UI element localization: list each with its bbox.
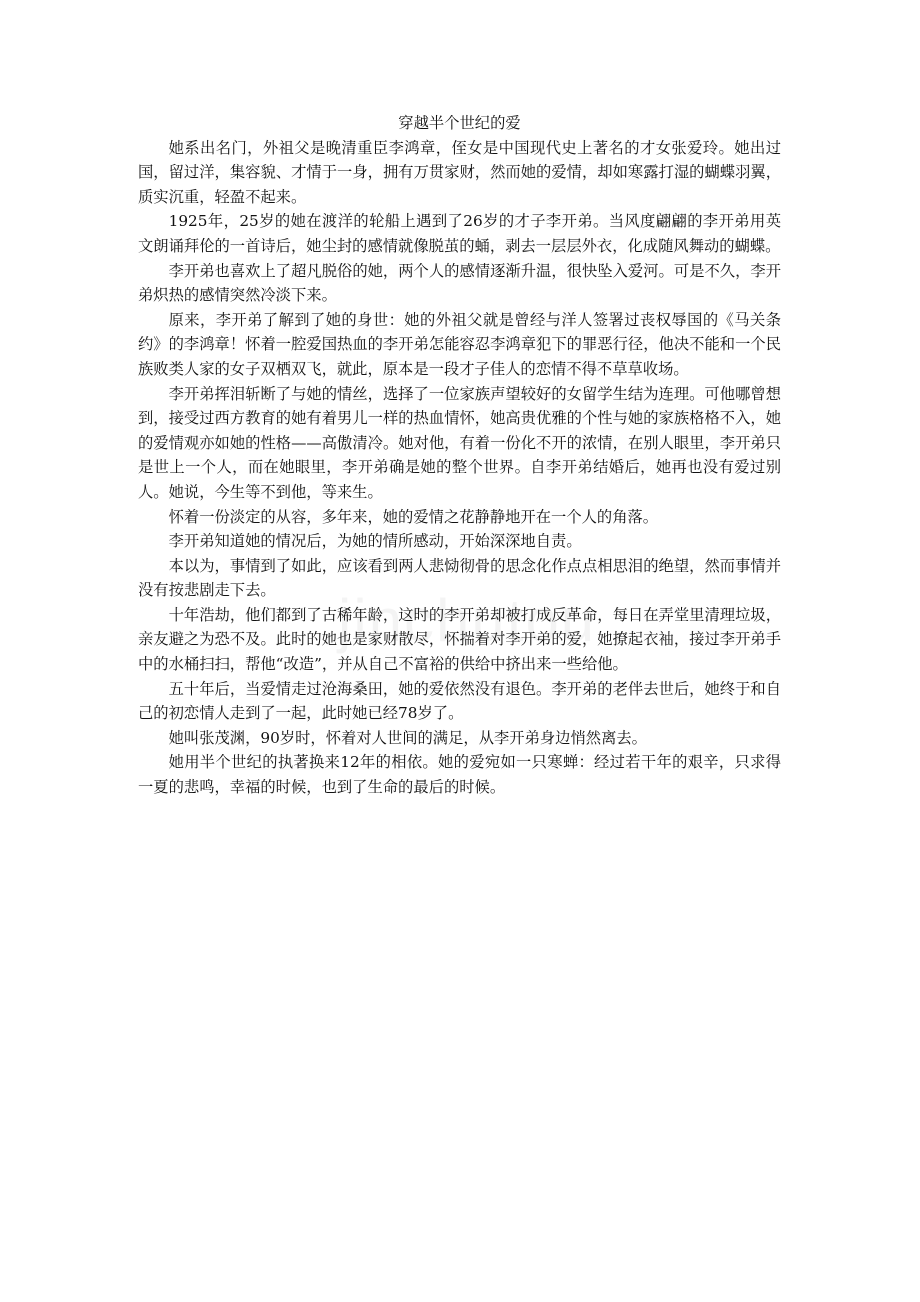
paragraph-6: 怀着一份淡定的从容，多年来，她的爱情之花静静地开在一个人的角落。 <box>168 507 659 526</box>
paragraph-1: 她系出名门，外祖父是晚清重臣李鸿章，侄女是中国现代史上著名的才女张爱玲。她出过国，留过洋，集容貌、才情于一身，拥有万贯家财，然而她的爱情，却如寒露打湿的蝴蝶羽翼，质实沉重，轻盈不起来。 <box>138 138 781 206</box>
paragraph-12: 她用半个世纪的执著换来12年的相依。她的爱宛如一只寒蝉：经过若干年的艰辛，只求得一夏的悲鸣，幸福的时候，也到了生命的最后的时候。 <box>138 753 781 797</box>
paragraph-4: 原来，李开弟了解到了她的身世：她的外祖父就是曾经与洋人签署过丧权辱国的《马关条约》的李鸿章！怀着一腔爱国热血的李开弟怎能容忍李鸿章犯下的罪恶行径，他决不能和一个民族败类人家的女子双栖双飞，就此，原本是一段才子佳人的恋情不得不草草收场。 <box>138 310 781 378</box>
paragraph-10: 五十年后，当爱情走过沧海桑田，她的爱依然没有退色。李开弟的老伴去世后，她终于和自己的初恋情人走到了一起，此时她已经78岁了。 <box>138 679 781 723</box>
paragraph-3: 李开弟也喜欢上了超凡脱俗的她，两个人的感情逐渐升温，很快坠入爱河。可是不久，李开弟炽热的感情突然冷淡下来。 <box>138 261 781 305</box>
paragraph-11: 她叫张茂渊，90岁时，怀着对人世间的满足，从李开弟身边悄然离去。 <box>168 728 647 747</box>
article-title: 穿越半个世纪的爱 <box>398 114 521 132</box>
paragraph-5: 李开弟挥泪斩断了与她的情丝，选择了一位家族声望较好的女留学生结为连理。可他哪曾想到，接受过西方教育的她有着男儿一样的热血情怀，她高贵优雅的个性与她的家族格格不入，她的爱情观亦如她的性格——高傲清冷。她对他，有着一份化不开的浓情，在别人眼里，李开弟只是世上一个人，而在她眼里，李开弟确是她的整个世界。自李开弟结婚后，她再也没有爱过别人。她说，今生等不到他，等来生。 <box>138 384 781 501</box>
paragraph-9: 十年浩劫，他们都到了古稀年龄，这时的李开弟却被打成反革命，每日在弄堂里清理垃圾，亲友避之为恐不及。此时的她也是家财散尽，怀揣着对李开弟的爱，她撩起衣袖，接过李开弟手中的水桶扫扫，帮他“改造”，并从自己不富裕的供给中挤出来一些给他。 <box>138 605 781 674</box>
paragraph-7: 李开弟知道她的情况后，为她的情所感动，开始深深地自责。 <box>168 532 582 551</box>
article-body <box>138 111 781 800</box>
paragraph-8: 本以为，事情到了如此，应该看到两人悲恸彻骨的思念化作点点相思泪的绝望，然而事情并没有按悲剧走下去。 <box>138 556 781 600</box>
paragraph-2: 1925年，25岁的她在渡洋的轮船上遇到了26岁的才子李开弟。当风度翩翩的李开弟用英文朗诵拜伦的一首诗后，她尘封的感情就像脱茧的蛹，剥去一层层外衣，化成随风舞动的蝴蝶。 <box>138 212 781 255</box>
